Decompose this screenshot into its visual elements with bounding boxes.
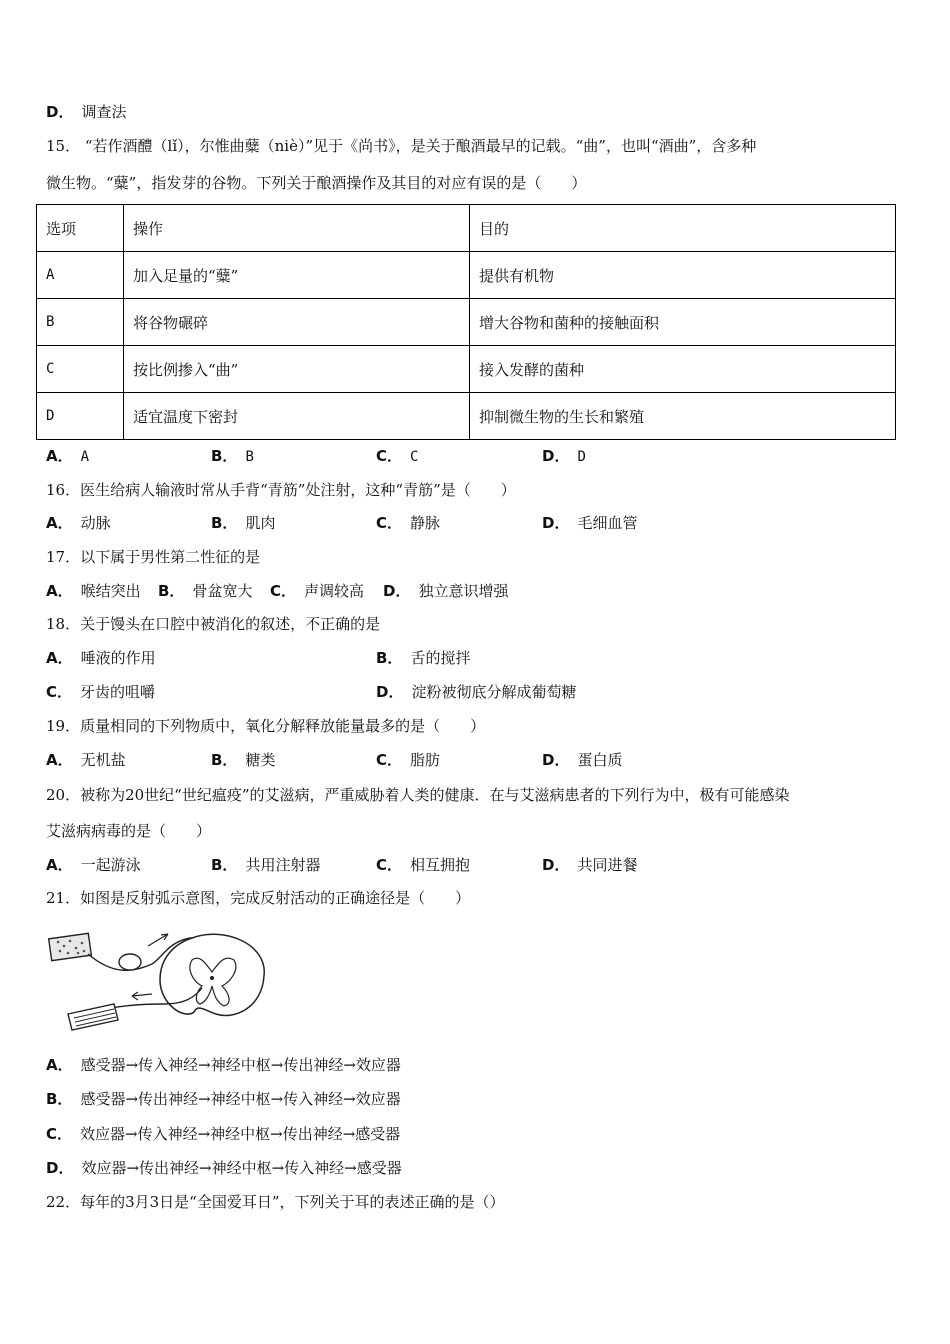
arrow-afferent [148,934,168,946]
option-label: A． [46,447,73,465]
option-label: D． [542,856,570,874]
q18-stem: 18．关于馒头在口腔中被消化的叙述，不正确的是 [46,615,381,633]
q15-stem-line2: 微生物。“糵”，指发芽的谷物。下列关于酿酒操作及其目的对应有误的是（ ） [46,174,587,192]
cell-option: B [37,299,124,346]
cell-purpose: 抑制微生物的生长和繁殖 [470,393,896,440]
option-text: 一起游泳 [80,856,141,874]
q21-option-d[interactable] [46,1158,402,1178]
option-label: C． [376,447,403,465]
table-row [37,252,896,299]
option-label: D． [46,1159,74,1177]
option-text: 效应器→传出神经→神经中枢→传入神经→感受器 [81,1159,402,1177]
q17-option-b[interactable] [158,581,252,601]
cell-purpose: 增大谷物和菌种的接触面积 [470,299,896,346]
q19-option-b[interactable] [211,750,275,770]
cell-option: A [37,252,124,299]
option-text: 声调较高 [304,582,365,600]
table-row [37,299,896,346]
option-text: 无机盐 [80,751,126,769]
option-label: A． [46,582,73,600]
option-text: 舌的搅拌 [410,649,471,667]
q22-stem: 22．每年的3月3日是“全国爱耳日”，下列关于耳的表述正确的是（） [46,1193,505,1211]
reflex-arc-diagram [44,924,270,1036]
option-text: 感受器→传入神经→神经中枢→传出神经→效应器 [80,1056,401,1074]
option-label: B． [211,514,238,532]
table-header-row [37,205,896,252]
ganglion [119,954,141,970]
q17-option-a[interactable] [46,581,141,601]
q16-stem: 16．医生给病人输液时常从手背“青筋”处注射，这种“青筋”是（ ） [46,481,516,499]
option-text: A [80,449,90,465]
effector-muscle [68,1004,118,1030]
table-row [37,346,896,393]
option-label: C． [46,683,73,701]
option-label: B． [211,751,238,769]
q18-option-d[interactable] [376,682,576,702]
option-label: C． [376,514,403,532]
option-text: 感受器→传出神经→神经中枢→传入神经→效应器 [80,1090,401,1108]
q17-stem: 17．以下属于男性第二性征的是 [46,548,261,566]
option-text: 相互拥抱 [410,856,471,874]
q15-option-c[interactable] [376,446,418,467]
option-label: B． [376,649,403,667]
option-text: 脂肪 [410,751,441,769]
q21-option-b[interactable] [46,1089,401,1109]
q19-stem: 19．质量相同的下列物质中，氧化分解释放能量最多的是（ ） [46,717,486,735]
option-label: D． [376,683,404,701]
option-label: B． [46,1090,73,1108]
option-label: A． [46,856,73,874]
cell-operation: 将谷物碾碎 [124,299,470,346]
option-label: B． [211,856,238,874]
q19-option-c[interactable] [376,750,440,770]
q18-option-c[interactable] [46,682,155,702]
option-text: 静脉 [410,514,441,532]
option-text: 共同进餐 [577,856,638,874]
option-text: 喉结突出 [80,582,141,600]
option-text: 唾液的作用 [80,649,156,667]
q17-option-d[interactable] [383,581,508,601]
option-label: C． [46,1125,73,1143]
q15-stem-line1: 15． “若作酒醴（lǐ），尔惟曲糵（niè）”见于《尚书》，是关于酿酒最早的记载。“曲”，也叫“酒曲”，含多种 [46,137,757,155]
option-text: D [577,449,586,465]
q16-option-b[interactable] [211,513,275,533]
q20-stem-line1: 20．被称为20世纪“世纪瘟疫”的艾滋病，严重威胁着人类的健康．在与艾滋病患者的下列行为中，极有可能感染 [46,786,790,804]
option-label: B． [211,447,238,465]
q16-option-a[interactable] [46,513,111,533]
option-label: D． [542,447,570,465]
option-text: 动脉 [80,514,111,532]
q15-table [36,204,896,440]
option-text: 蛋白质 [577,751,623,769]
option-text: 独立意识增强 [418,582,509,600]
q15-option-a[interactable] [46,446,89,467]
option-label: C． [376,751,403,769]
q17-option-c[interactable] [270,581,364,601]
q20-option-d[interactable] [542,855,637,875]
header-cell-option: 选项 [37,205,124,252]
option-text: 调查法 [81,103,127,121]
option-text: 效应器→传入神经→神经中枢→传出神经→感受器 [80,1125,401,1143]
q14-option-d[interactable] [46,102,126,122]
option-text: 淀粉被彻底分解成葡萄糖 [411,683,577,701]
receptor-skin [49,933,92,960]
option-label: A． [46,751,73,769]
table-row [37,393,896,440]
cell-operation: 加入足量的“糵” [124,252,470,299]
q19-option-d[interactable] [542,750,622,770]
q16-option-d[interactable] [542,513,637,533]
option-label: D． [383,582,411,600]
option-text: 毛细血管 [577,514,638,532]
q18-option-a[interactable] [46,648,156,668]
q21-option-c[interactable] [46,1124,400,1144]
header-cell-purpose: 目的 [470,205,896,252]
cell-option: C [37,346,124,393]
option-text: 骨盆宽大 [192,582,253,600]
q19-option-a[interactable] [46,750,126,770]
option-text: 糖类 [245,751,276,769]
option-label: A． [46,514,73,532]
q20-option-c[interactable] [376,855,470,875]
cell-option: D [37,393,124,440]
q20-option-a[interactable] [46,855,141,875]
header-cell-operation: 操作 [124,205,470,252]
option-label: D． [46,103,74,121]
option-label: D． [542,751,570,769]
q21-stem: 21．如图是反射弧示意图，完成反射活动的正确途径是（ ） [46,889,471,907]
option-label: D． [542,514,570,532]
q20-option-b[interactable] [211,855,320,875]
option-label: C． [376,856,403,874]
option-text: B [245,449,254,465]
cell-operation: 适宜温度下密封 [124,393,470,440]
option-text: C [410,449,419,465]
cell-operation: 按比例掺入“曲” [124,346,470,393]
q18-option-b[interactable] [376,648,470,668]
cell-purpose: 接入发酵的菌种 [470,346,896,393]
option-text: 牙齿的咀嚼 [80,683,156,701]
q16-option-c[interactable] [376,513,440,533]
option-label: B． [158,582,185,600]
option-label: C． [270,582,297,600]
option-label: A． [46,1056,73,1074]
q15-option-b[interactable] [211,446,254,467]
q20-stem-line2: 艾滋病病毒的是（ ） [46,822,212,840]
option-text: 共用注射器 [245,856,321,874]
cell-purpose: 提供有机物 [470,252,896,299]
q15-option-d[interactable] [542,446,586,467]
option-label: A． [46,649,73,667]
q21-option-a[interactable] [46,1055,401,1075]
option-text: 肌肉 [245,514,276,532]
